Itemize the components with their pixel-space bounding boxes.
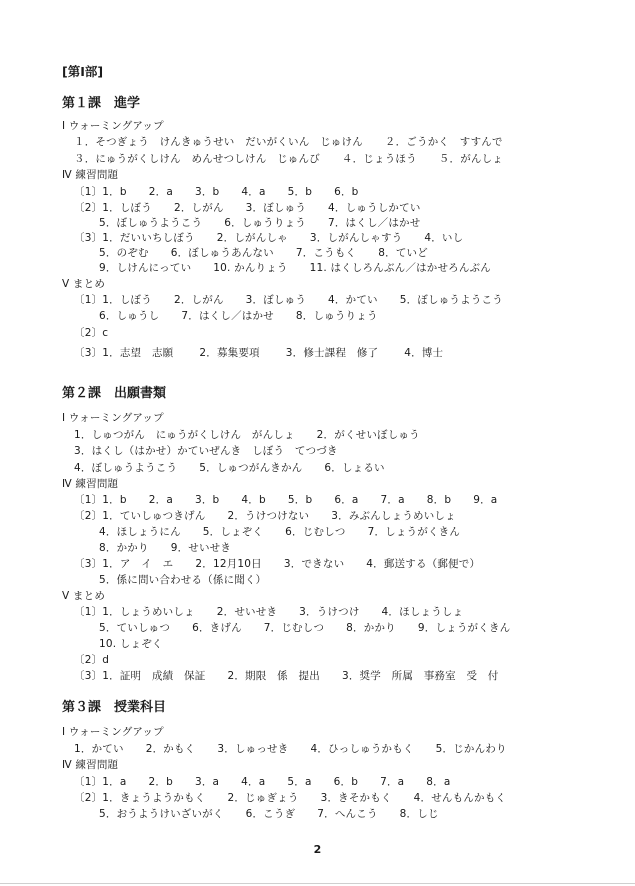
lesson3-title: 第３課 授業科目 — [62, 700, 167, 715]
lesson2-line — [99, 540, 231, 555]
answer-item: 5．係に問い合わせる（係に聞く） — [99, 574, 267, 586]
lesson1-line — [74, 200, 421, 215]
answer-item: ２．ごうかく すすんで — [384, 136, 503, 148]
answer-item: 4．ほしょうしょ — [381, 606, 464, 618]
answer-item: 1．かてい — [74, 743, 124, 755]
answer-item: 〔3〕1．志望 志願 — [74, 347, 174, 359]
answer-item: 5．a — [287, 776, 312, 788]
answer-item: 5．b — [287, 186, 313, 198]
page-number: 2 — [313, 843, 322, 856]
answer-item: 9．a — [473, 494, 498, 506]
lesson1-line — [99, 215, 420, 230]
answer-item: 2．b — [148, 776, 173, 788]
lesson2-title: 第２課 出願書類 — [62, 386, 167, 401]
answer-item: 2．がくせいぼしゅう — [316, 429, 420, 441]
lesson1-line — [74, 292, 503, 307]
lesson2-line — [74, 652, 109, 667]
answer-item: 3．b — [194, 494, 220, 506]
answer-item: 2．12月10日 — [195, 558, 262, 570]
answer-item: １．そつぎょう けんきゅうせい だいがくいん じゅけん — [74, 136, 363, 148]
answer-item: 5．しゅつがんきかん — [199, 462, 303, 474]
answer-item: 4．ひっしゅうかもく — [310, 743, 414, 755]
answer-item: ５．がんしょ — [438, 153, 503, 165]
answer-item: 〔1〕1．しぼう — [74, 294, 152, 306]
lesson2-line — [74, 604, 463, 619]
answer-item: ３．にゅうがくしけん めんせつしけん じゅんび — [74, 153, 320, 165]
answer-item: 6．b — [333, 776, 359, 788]
answer-item: 7．こうもく — [295, 247, 357, 259]
answer-item: 7．へんこう — [317, 808, 378, 820]
lesson2-line — [74, 508, 456, 523]
answer-item: 3．ぼしゅう — [245, 294, 307, 306]
lesson2-line — [99, 620, 510, 635]
answer-item: Ⅴ まとめ — [62, 278, 106, 290]
answer-item: 5．しょぞく — [202, 526, 264, 538]
answer-item: ４．じょうほう — [341, 153, 417, 165]
answer-item: 〔2〕d — [74, 654, 110, 666]
answer-item: 4．博士 — [404, 347, 444, 359]
answer-item: 6．しょるい — [324, 462, 385, 474]
lesson3-line — [99, 806, 439, 821]
lesson1-line — [74, 151, 503, 166]
answer-item: 〔1〕1．b — [74, 494, 127, 506]
answer-item: 8．かかり — [99, 542, 149, 554]
answer-item: 10. かんりょう — [213, 262, 288, 274]
answer-item: 3．a — [194, 776, 220, 788]
answer-item: 〔3〕1．だいいちしぼう — [74, 232, 195, 244]
answer-item: 8．ていど — [378, 247, 428, 259]
answer-item: 2．かもく — [145, 743, 196, 755]
answer-item: 6．こうぎ — [245, 808, 296, 820]
answer-item: Ⅰ ウォーミングアップ — [62, 412, 164, 424]
answer-item: 2．募集要項 — [199, 347, 260, 359]
lesson1-line — [99, 260, 491, 275]
answer-item: 7．じむしつ — [263, 622, 325, 634]
answer-item: 3．しがんしゃすう — [309, 232, 403, 244]
answer-item: 〔1〕1．しょうめいしょ — [74, 606, 195, 618]
lesson2-line — [99, 572, 266, 587]
answer-item: 5．ぼしゅうようこう — [399, 294, 503, 306]
answer-item: 2．しがん — [173, 202, 224, 214]
answer-item: 4．しゅうしかてい — [328, 202, 421, 214]
lesson2-line — [74, 668, 499, 683]
answer-item: 8．しゅうりょう — [295, 310, 378, 322]
answer-item: 7．しょうがくきん — [367, 526, 461, 538]
answer-item: 8．a — [426, 776, 451, 788]
lesson3-line — [74, 741, 507, 756]
answer-item: 9．せいせき — [170, 542, 232, 554]
answer-item: 〔3〕1．証明 成績 保証 — [74, 670, 206, 682]
answer-item: 8．しじ — [399, 808, 439, 820]
answer-item: 6．きげん — [192, 622, 242, 634]
answer-item: 〔1〕1．a — [74, 776, 127, 788]
lesson1-line — [74, 325, 108, 340]
answer-item: 4．せんもんかもく — [413, 792, 507, 804]
answer-item: 2．しがん — [173, 294, 224, 306]
answer-item: 〔2〕1．しぼう — [74, 202, 152, 214]
answer-item: 5．ていしゅつ — [99, 622, 171, 634]
lesson2-line — [74, 427, 420, 442]
answer-item: 4．b — [241, 494, 266, 506]
answer-item: 3．できない — [283, 558, 345, 570]
lesson1-line — [99, 245, 428, 260]
lesson1-line — [99, 308, 378, 323]
lesson2-line — [74, 443, 338, 458]
answer-item: 4．いし — [424, 232, 464, 244]
lesson1-line — [62, 118, 164, 133]
answer-item: 9．しけんにってい — [99, 262, 192, 274]
lesson1-line — [74, 134, 503, 149]
answer-item: 7．a — [380, 494, 405, 506]
answer-item: 3．奨学 所属 事務室 受 付 — [341, 670, 499, 682]
part-title: [第Ⅰ部] — [62, 64, 104, 79]
answer-item: 4．ぼしゅうようこう — [74, 462, 178, 474]
answer-item: 〔2〕1．きょうようかもく — [74, 792, 206, 804]
answer-item: 1．しゅつがん にゅうがくしけん がんしょ — [74, 429, 295, 441]
answer-item: 〔3〕1．ア イ エ — [74, 558, 174, 570]
answer-item: 6．しゅうし — [99, 310, 160, 322]
lesson3-line — [62, 724, 164, 739]
lesson3-line — [74, 790, 506, 805]
answer-item: 5．じかんわり — [435, 743, 507, 755]
answer-item: 3．うけつけ — [299, 606, 360, 618]
answer-item: 〔2〕1．ていしゅつきげん — [74, 510, 206, 522]
answer-item: 8．かかり — [346, 622, 396, 634]
lesson2-line — [74, 556, 480, 571]
lesson1-line — [62, 276, 105, 291]
answer-item: 8．b — [426, 494, 452, 506]
lesson3-line — [62, 757, 118, 772]
answer-item: 7．a — [380, 776, 405, 788]
answer-item: Ⅳ 練習問題 — [62, 759, 119, 771]
lesson2-line — [74, 492, 497, 507]
lesson2-line — [62, 410, 164, 425]
answer-item: Ⅰ ウォーミングアップ — [62, 726, 164, 738]
answer-item: 4．郵送する（郵便で） — [366, 558, 481, 570]
answer-item: 5．のぞむ — [99, 247, 149, 259]
answer-item: Ⅳ 練習問題 — [62, 169, 119, 181]
lesson1-line — [74, 230, 463, 245]
lesson1-title: 第１課 進学 — [62, 96, 141, 111]
answer-item: 7．はくし／はかせ — [181, 310, 274, 322]
answer-item: 3．きそかもく — [320, 792, 392, 804]
answer-item: 2．うけつけない — [227, 510, 310, 522]
answer-item: 6．b — [334, 186, 359, 198]
answer-item: 4．a — [241, 776, 266, 788]
answer-item: 6．a — [334, 494, 359, 506]
answer-item: 6．しゅうりょう — [224, 217, 306, 229]
answer-item: 4．かてい — [328, 294, 378, 306]
lesson2-line — [99, 524, 460, 539]
lesson1-line — [62, 167, 118, 182]
answer-item: 3．b — [194, 186, 220, 198]
answer-item: 3．ぼしゅう — [245, 202, 307, 214]
answer-item: Ⅴ まとめ — [62, 590, 106, 602]
lesson2-line — [62, 476, 118, 491]
answer-item: 5．b — [287, 494, 313, 506]
answer-item: 3．しゅっせき — [217, 743, 289, 755]
answer-item: Ⅰ ウォーミングアップ — [62, 120, 164, 132]
answer-item: 3．修士課程 修了 — [285, 347, 379, 359]
answer-item: 4．ほしょうにん — [99, 526, 181, 538]
answer-item: 11. はくしろんぶん／はかせろんぶん — [309, 262, 491, 274]
bottom-divider — [0, 883, 635, 884]
answer-item: 5．おうようけいざいがく — [99, 808, 224, 820]
lesson2-line — [99, 636, 163, 651]
answer-item: 2．しがんしゃ — [216, 232, 288, 244]
answer-item: 6．じむしつ — [285, 526, 346, 538]
answer-item: 6．ぼしゅうあんない — [170, 247, 274, 259]
answer-item: 〔2〕c — [74, 327, 109, 339]
lesson1-line — [74, 345, 443, 360]
answer-item: 5．ぼしゅうようこう — [99, 217, 203, 229]
answer-item: 2．せいせき — [216, 606, 278, 618]
answer-item: 〔1〕1．b — [74, 186, 127, 198]
answer-item: 3．はくし（はかせ）かていぜんき しぼう てつづき — [74, 445, 338, 457]
lesson2-line — [74, 460, 385, 475]
answer-item: Ⅳ 練習問題 — [62, 478, 119, 490]
lesson2-line — [62, 588, 105, 603]
answer-item: 9．しょうがくきん — [417, 622, 511, 634]
answer-item: 2．a — [148, 186, 173, 198]
answer-item: 7．はくし／はかせ — [327, 217, 421, 229]
lesson3-line — [74, 774, 451, 789]
answer-item: 2．期限 係 提出 — [227, 670, 320, 682]
lesson1-line — [74, 184, 359, 199]
answer-item: 10. しょぞく — [99, 638, 163, 650]
answer-item: 4．a — [241, 186, 266, 198]
answer-item: 2．じゅぎょう — [227, 792, 299, 804]
answer-item: 3．みぶんしょうめいしょ — [331, 510, 456, 522]
answer-item: 2．a — [148, 494, 173, 506]
